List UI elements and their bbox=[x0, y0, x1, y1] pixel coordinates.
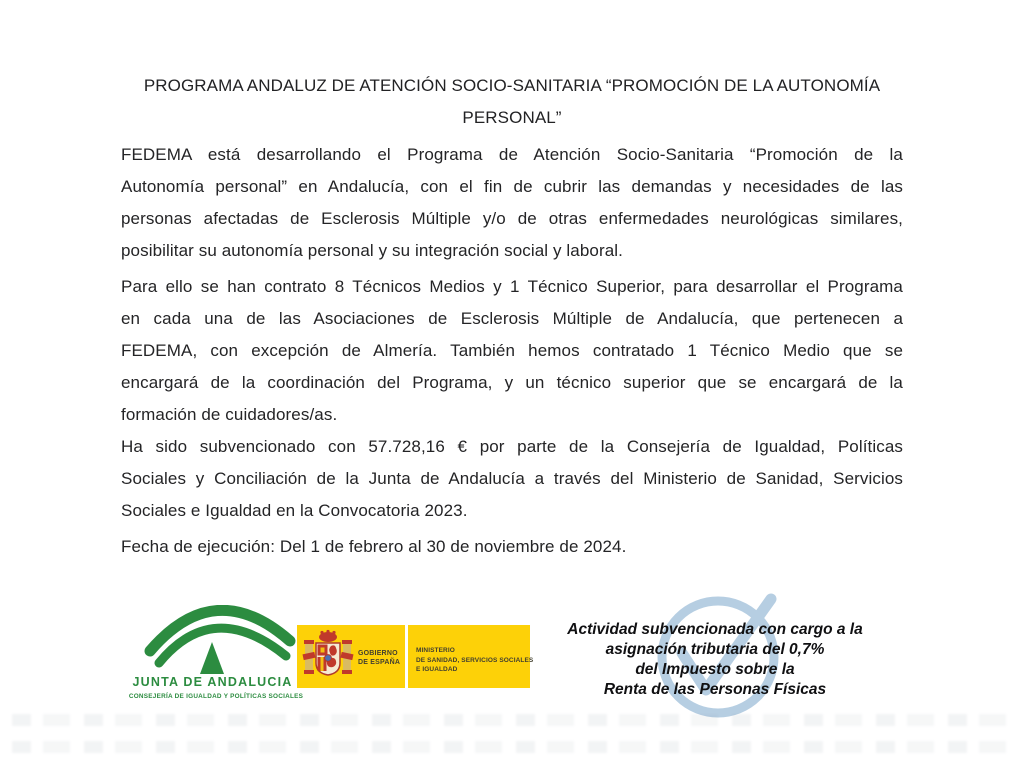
irpf-note-line: Renta de las Personas Físicas bbox=[603, 681, 827, 698]
bleed-through-text bbox=[12, 741, 1012, 753]
ministerio-label-line: MINISTERIO bbox=[416, 647, 455, 654]
paragraph-line: encargará de la coordinación del Programa, y un técnico superior que se encargará de la bbox=[121, 373, 903, 392]
gobierno-label bbox=[358, 649, 400, 667]
irpf-note-line: asignación tributaria del 0,7% bbox=[605, 641, 825, 658]
spain-coat-of-arms-icon bbox=[300, 629, 356, 681]
paragraph-line: Sociales y Conciliación de la Junta de Andalucía a través del Ministerio de Sanidad, Servicios bbox=[121, 469, 903, 488]
irpf-note-line: del Impuesto sobre la bbox=[635, 661, 795, 678]
paragraph bbox=[121, 431, 903, 527]
document-title-line: PERSONAL” bbox=[462, 108, 562, 127]
irpf-note bbox=[540, 585, 890, 766]
gobierno-label-line: GOBIERNO bbox=[358, 650, 398, 657]
bleed-through-text bbox=[12, 714, 1012, 726]
paragraph bbox=[121, 271, 903, 431]
paragraph-line: posibilitar su autonomía personal y su integración social y laboral. bbox=[121, 241, 623, 260]
ministerio-label-line: DE SANIDAD, SERVICIOS SOCIALES bbox=[416, 656, 534, 664]
document-title bbox=[121, 70, 903, 134]
junta-logo-name: JUNTA DE ANDALUCIA bbox=[132, 675, 293, 689]
irpf-note-line: Actividad subvencionada con cargo a la bbox=[567, 621, 863, 638]
ministerio-label-line: E IGUALDAD bbox=[416, 666, 458, 673]
paragraph-line: Ha sido subvencionado con 57.728,16 € por parte de la Consejería de Igualdad, Políticas bbox=[121, 437, 903, 456]
irpf-note-text bbox=[540, 620, 890, 700]
paragraph-line: personas afectadas de Esclerosis Múltiple y/o de otras enfermedades neurológicas similares, bbox=[121, 209, 903, 228]
execution-date-line bbox=[121, 531, 903, 563]
junta-logo-department: CONSEJERÍA DE IGUALDAD Y POLÍTICAS SOCIALES bbox=[128, 693, 304, 700]
junta-de-andalucia-arcs-icon bbox=[140, 605, 305, 680]
gobierno-label-line: DE ESPAÑA bbox=[358, 659, 401, 666]
paragraph-line: Para ello se han contrato 8 Técnicos Medios y 1 Técnico Superior, para desarrollar el Programa bbox=[121, 277, 903, 296]
ministerio-label bbox=[416, 646, 533, 675]
paragraph-line: formación de cuidadores/as. bbox=[121, 405, 338, 424]
paragraph-line: Sociales e Igualdad en la Convocatoria 2023. bbox=[121, 501, 468, 520]
gobierno-box bbox=[297, 625, 405, 688]
ministerio-box bbox=[408, 625, 534, 688]
paragraph bbox=[121, 139, 903, 267]
paragraph-line: Fecha de ejecución: Del 1 de febrero al 30 de noviembre de 2024. bbox=[121, 537, 627, 556]
paragraph-line: en cada una de las Asociaciones de Esclerosis Múltiple de Andalucía, que pertenecen a bbox=[121, 309, 903, 328]
paragraph-line: FEDEMA, con excepción de Almería. También hemos contratado 1 Técnico Medio que se bbox=[121, 341, 903, 360]
paragraph-line: FEDEMA está desarrollando el Programa de Atención Socio-Sanitaria “Promoción de la bbox=[121, 145, 903, 164]
document-title-line: PROGRAMA ANDALUZ DE ATENCIÓN SOCIO-SANITARIA “PROMOCIÓN DE LA AUTONOMÍA bbox=[143, 76, 881, 95]
paragraph-line: Autonomía personal” en Andalucía, con el fin de cubrir las demandas y necesidades de las bbox=[121, 177, 903, 196]
